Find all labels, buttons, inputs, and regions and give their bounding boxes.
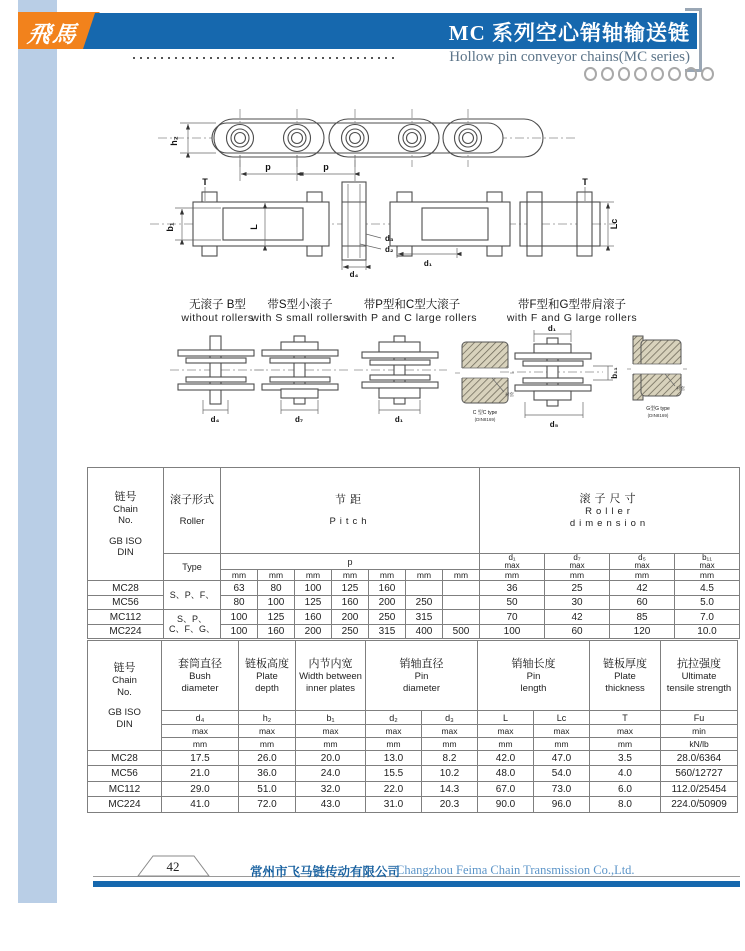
deco-circles: [584, 67, 714, 79]
deco-circle: [701, 67, 714, 81]
chain-plan-view-drawing: [145, 174, 620, 278]
t1-d1-header: d₁ max: [480, 554, 545, 570]
dim-b11-label: b₁₁: [610, 367, 619, 379]
brand-logo: 飛馬: [25, 21, 80, 48]
t2-symbol-row: d₄ h₂ b₁ d₂ d₃ L Lc T Fu: [88, 711, 738, 725]
dim-d1-label: d₁: [394, 415, 404, 424]
type4-drawing: [495, 322, 695, 432]
table-row: MC224 41.0 72.0 43.0 31.0 20.3 90.0 96.0 8.0 224.0/50909: [88, 797, 738, 813]
t2-plate-depth-header: 链板高度 Plate depth: [239, 641, 296, 711]
footer-company-en: Changzhou Feima Chain Transmission Co.,Ltd.: [396, 863, 635, 877]
g-type-section: [627, 336, 689, 418]
t1-chain-no-header: 链号 Chain No. GB ISO DIN: [88, 468, 164, 581]
chain-no: MC28: [88, 751, 162, 766]
dim-d1: d₁: [423, 259, 433, 268]
dim-d4-label: d₄: [210, 415, 220, 424]
roller-types: S、P、F、: [164, 581, 221, 610]
dim-d1-top-label: d₁: [547, 324, 557, 333]
t1-d5-header: d₅ max: [610, 554, 675, 570]
left-accent-bar: [18, 0, 57, 903]
c-type-pointer-label: 衬套: [505, 392, 514, 397]
chain-no: MC56: [88, 766, 162, 782]
page-title: MC 系列空心销轴输送链: [448, 21, 690, 45]
roller-types: S、P、 C、F、G、: [164, 610, 221, 639]
type1-title-zh: 无滚子 B型: [189, 299, 246, 311]
table-row: MC224 100 160 200 250 315 400 500 100 60 120 10.0: [88, 625, 740, 639]
type3-title-en: with P and C large rollers: [346, 312, 478, 324]
t1-type-header: Type: [164, 554, 221, 581]
page-subtitle: Hollow pin conveyor chains(MC series): [449, 49, 690, 65]
bracket-line: [685, 8, 699, 11]
t2-pin-length-header: 销轴长度 Pin length: [478, 641, 590, 711]
table-row: MC56 21.0 36.0 24.0 15.5 10.2 48.0 54.0 4.0 560/12727: [88, 766, 738, 782]
chain-no: MC28: [88, 581, 164, 596]
type2-title-zh: 带S型小滚子: [267, 299, 333, 311]
dim-L: L: [249, 224, 259, 230]
dim-d5-label: d₅: [549, 420, 559, 429]
dim-d2: d₂: [385, 245, 394, 254]
dimension-strength-table: [87, 640, 738, 813]
page-number-tab: [130, 855, 220, 877]
g-type-caption: G型G type: [646, 406, 670, 412]
t1-d7-header: d₇ max: [545, 554, 610, 570]
dim-d3: d₃: [385, 234, 394, 243]
pitch-roller-table: [87, 467, 740, 639]
dim-p-right: p: [323, 162, 329, 172]
g-type-din: (DIN8169): [647, 413, 669, 418]
chain-no: MC112: [88, 610, 164, 625]
dim-T-left: T: [202, 177, 208, 187]
t1-p-header: p: [221, 554, 480, 570]
g-type-pointer-label: 衬套: [676, 386, 685, 391]
t1-unit-row: mm mm mm mm mm mm mm mm mm mm mm: [88, 570, 740, 581]
c-type-din: (DIN8169): [474, 417, 496, 422]
type4-title-en: with F and G large rollers: [506, 312, 638, 324]
dim-h2: h₂: [169, 136, 179, 146]
dim-Lc: Lc: [609, 218, 619, 230]
dim-b1: b₁: [165, 222, 175, 232]
table-row: MC28 S、P、F、 63 80 100 125 160 36 25 42 4.5: [88, 581, 740, 596]
t1-roller-form-header: 滚子形式 Roller: [164, 468, 221, 554]
table-row: MC112 29.0 51.0 32.0 22.0 14.3 67.0 73.0 6.0 112.0/25454: [88, 782, 738, 797]
t2-bush-header: 套筒直径 Bush diameter: [162, 641, 239, 711]
type4-title: [492, 296, 652, 324]
t2-tensile-header: 抗拉强度 Ultimate tensile strength: [661, 641, 738, 711]
deco-circle: [651, 67, 664, 81]
dim-p-left: p: [265, 162, 271, 172]
dim-T-right: T: [582, 177, 588, 187]
c-type-caption: C 型C type: [472, 410, 498, 416]
footer-company-zh: 常州市飞马链传动有限公司: [250, 865, 401, 879]
type2-title-en: with S small rollers: [251, 312, 349, 324]
type3-drawing: [352, 330, 517, 430]
type4-title-zh: 带F型和G型带肩滚子: [518, 299, 626, 311]
t1-pitch-header: 节距 Pitch: [221, 468, 480, 554]
bracket-line: [699, 8, 702, 72]
t2-unit-row: mm mm mm mm mm mm mm mm kN/lb: [88, 738, 738, 751]
dim-d7-label: d₇: [294, 415, 304, 424]
table-row: MC28 17.5 26.0 20.0 13.0 8.2 42.0 47.0 3.5 28.0/6364: [88, 751, 738, 766]
chain-no: MC224: [88, 625, 164, 639]
deco-circle: [685, 67, 698, 81]
type3-title: [337, 296, 487, 324]
type1-title-en: without rollers: [181, 312, 254, 324]
t2-thickness-header: 链板厚度 Plate thickness: [590, 641, 661, 711]
dim-d4: d₄: [349, 270, 359, 279]
deco-circle: [668, 67, 681, 81]
type2-drawing: [252, 330, 352, 425]
chain-no: MC224: [88, 797, 162, 813]
deco-circle: [584, 67, 597, 81]
t2-pin-dia-header: 销轴直径 Pin diameter: [366, 641, 478, 711]
t2-limit-row: max max max max max max max max min: [88, 725, 738, 738]
footer-accent-bar: [93, 881, 740, 887]
deco-circle: [601, 67, 614, 81]
t2-chain-no-header: 链号 Chain No. GB ISO DIN: [88, 641, 162, 751]
chain-no: MC56: [88, 596, 164, 610]
table-row: MC56 80 100 125 160 200 250 50 30 60 5.0: [88, 596, 740, 610]
chain-no: MC112: [88, 782, 162, 797]
deco-circle: [634, 67, 647, 81]
t1-b11-header: b₁₁ max: [675, 554, 740, 570]
table-row: MC112 S、P、 C、F、G、 100 125 160 200 250 315 70 42 85 7.0: [88, 610, 740, 625]
page-number: 42: [166, 859, 180, 874]
t2-inner-width-header: 内节内宽 Width between inner plates: [296, 641, 366, 711]
type3-title-zh: 带P型和C型大滚子: [363, 299, 461, 311]
deco-circle: [618, 67, 631, 81]
t1-roller-dim-header: 滚子尺寸 Roller dimension: [480, 468, 740, 554]
